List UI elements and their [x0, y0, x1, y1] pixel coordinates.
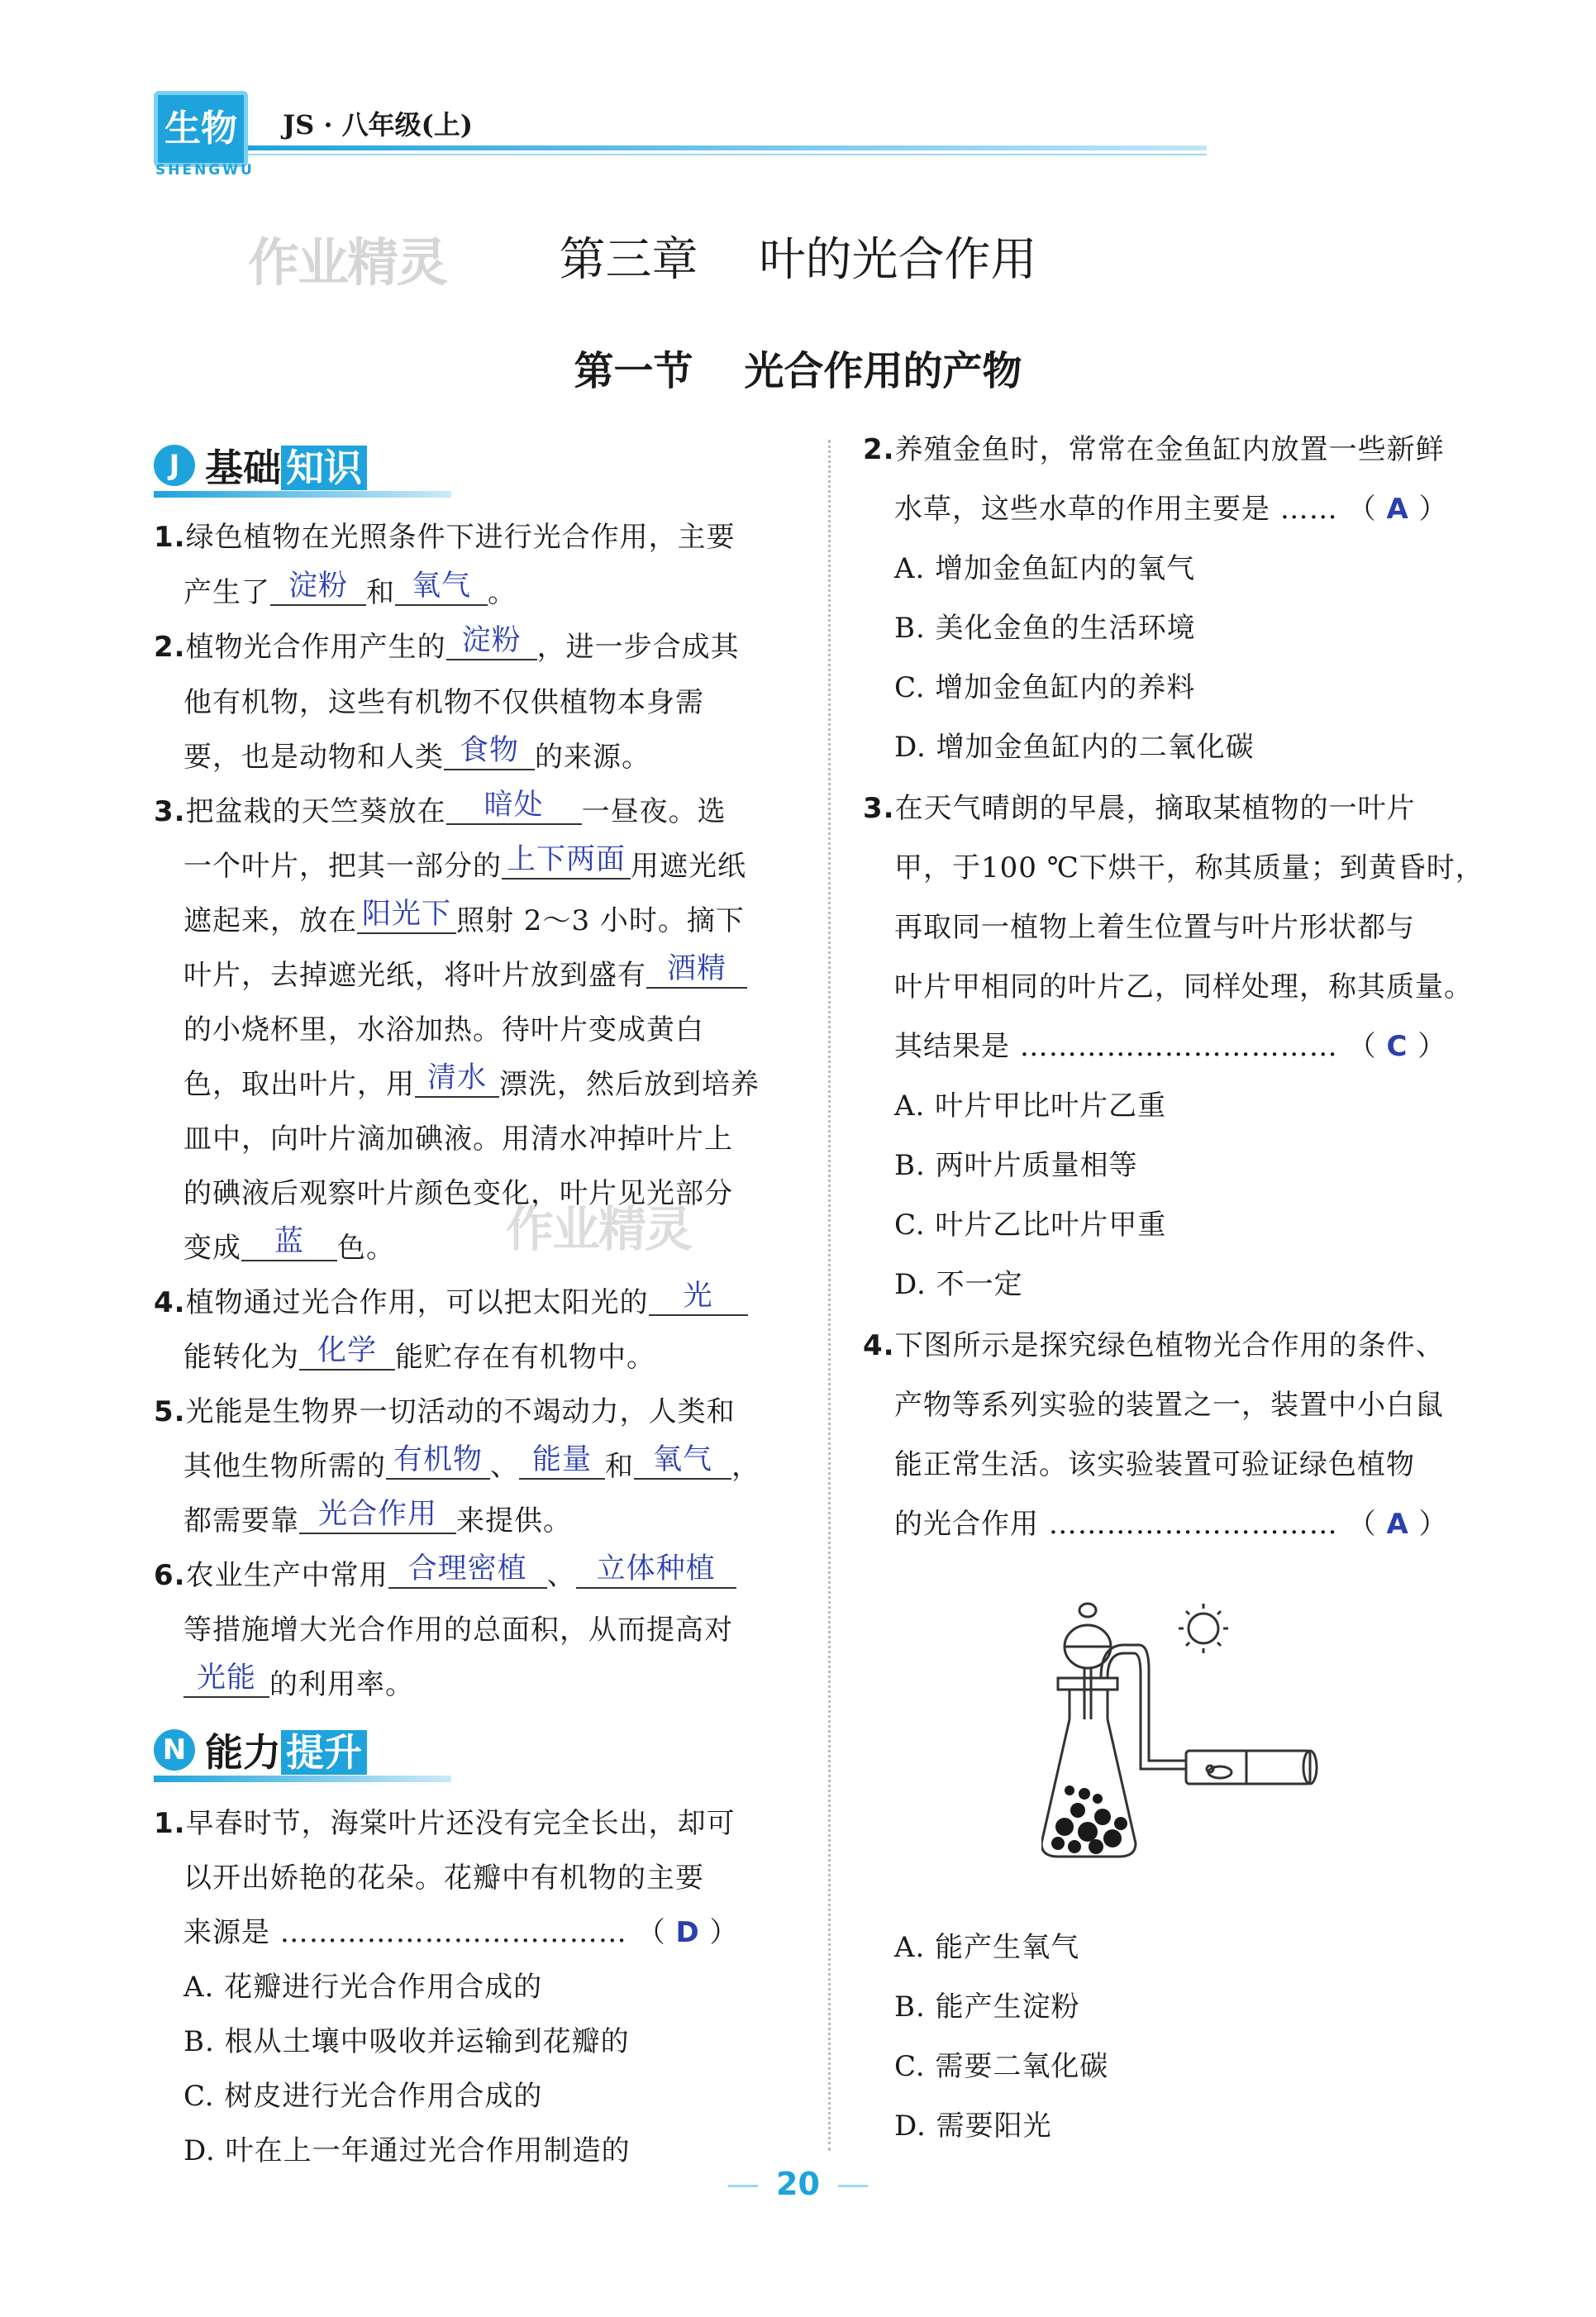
r-q2-line1: 2.养殖金鱼时，常常在金鱼缸内放置一些新鲜 — [863, 433, 1445, 466]
p1-q2-line2: 他有机物，这些有机物不仅供植物本身需 — [183, 686, 704, 719]
header-rule-thin — [248, 154, 1207, 155]
choice-answer: A — [1386, 493, 1409, 526]
p1-q3-line9: 变成 蓝 色。 — [183, 1225, 395, 1265]
r-q3-line2: 甲，于100 ℃下烘干，称其质量；到黄昏时， — [894, 851, 1484, 884]
choice-answer: A — [1386, 1508, 1409, 1541]
part2-icon: N — [154, 1729, 195, 1771]
p1-q3-line1: 3.把盆栽的天竺葵放在 暗处 一昼夜。选 — [154, 789, 727, 828]
answer-blank: 蓝 — [241, 1225, 337, 1261]
watermark-mid: 作业精灵 — [506, 1201, 692, 1257]
p1-q2-line3: 要，也是动物和人类 食物 的来源。 — [183, 734, 650, 774]
logo: 生物 — [154, 91, 248, 167]
section-number: 第一节 — [574, 348, 693, 394]
r-q4-option-c: C. 需要二氧化碳 — [894, 2050, 1109, 2083]
apparatus-illustration — [1041, 1595, 1355, 1868]
answer-blank: 清水 — [415, 1061, 499, 1098]
p1-q6-line2: 等措施增大光合作用的总面积，从而提高对 — [183, 1614, 733, 1647]
r-q4-option-d: D. 需要阳光 — [894, 2110, 1052, 2143]
answer-blank: 光合作用 — [299, 1498, 456, 1534]
r-q3-line3: 再取同一植物上着生位置与叶片形状都与 — [894, 911, 1415, 944]
answer-blank: 光能 — [183, 1661, 269, 1698]
header-rule — [248, 145, 1207, 150]
r-q4-line2: 产物等系列实验的装置之一，装置中小白鼠 — [894, 1389, 1444, 1422]
r-q2-line2: 水草，这些水草的作用主要是 …… （ A ） — [894, 493, 1448, 526]
answer-blank: 酒精 — [646, 952, 747, 989]
part1-label: 基础 — [205, 446, 281, 490]
grade-label: JS · 八年级(上) — [283, 109, 473, 141]
answer-blank: 光 — [649, 1280, 748, 1316]
p1-q1-line2: 产生了 淀粉 和 氧气 。 — [183, 570, 517, 609]
p1-q2-line1: 2.植物光合作用产生的 淀粉 ，进一步合成其 — [154, 624, 740, 664]
r-q4-line4: 的光合作用 ………………………… （ A ） — [894, 1508, 1448, 1541]
column-divider — [828, 440, 831, 2151]
p1-q5-line1: 5.光能是生物界一切活动的不竭动力，人类和 — [154, 1395, 736, 1428]
r-q2-option-c: C. 增加金鱼缸内的养料 — [894, 671, 1196, 704]
p1-q3-line2: 一个叶片，把其一部分的 上下两面 用遮光纸 — [183, 843, 746, 883]
p2-q1-option-d: D. 叶在上一年通过光合作用制造的 — [183, 2134, 631, 2167]
part2-underline — [154, 1776, 451, 1782]
choice-answer: C — [1386, 1030, 1408, 1063]
r-q4-line1: 4.下图所示是探究绿色植物光合作用的条件、 — [863, 1329, 1445, 1362]
p1-q4-line1: 4.植物通过光合作用，可以把太阳光的 光 — [154, 1286, 748, 1323]
r-q3-option-a: A. 叶片甲比叶片乙重 — [894, 1089, 1167, 1123]
answer-blank: 立体种植 — [576, 1552, 736, 1589]
r-q2-option-b: B. 美化金鱼的生活环境 — [894, 612, 1196, 645]
choice-answer: D — [675, 1916, 700, 1949]
page-number: 20 — [0, 2166, 1596, 2202]
answer-blank: 暗处 — [446, 789, 582, 825]
answer-blank: 阳光下 — [357, 898, 456, 934]
p2-q1-line2: 以开出娇艳的花朵。花瓣中有机物的主要 — [183, 1862, 704, 1895]
tube-with-mouse — [1186, 1751, 1317, 1784]
answer-blank: 有机物 — [386, 1443, 490, 1480]
r-q3-option-c: C. 叶片乙比叶片甲重 — [894, 1209, 1167, 1242]
r-q3-line4: 叶片甲相同的叶片乙，同样处理，称其质量。 — [894, 970, 1473, 1004]
plant-in-flask — [1051, 1785, 1127, 1854]
part2-label-highlight: 提升 — [281, 1730, 367, 1775]
p2-q1-option-b: B. 根从土壤中吸收并运输到花瓣的 — [183, 2025, 630, 2058]
p2-q1-line1: 1.早春时节，海棠叶片还没有完全长出，却可 — [154, 1807, 736, 1840]
section-name: 光合作用的产物 — [744, 348, 1022, 394]
r-q4-option-b: B. 能产生淀粉 — [894, 1990, 1080, 2024]
p1-q3-line7: 皿中，向叶片滴加碘液。用清水冲掉叶片上 — [183, 1123, 733, 1156]
r-q3-option-d: D. 不一定 — [894, 1268, 1023, 1301]
part1-underline — [154, 491, 451, 498]
chapter-name: 叶的光合作用 — [759, 233, 1037, 287]
p1-q3-line4: 叶片，去掉遮光纸，将叶片放到盛有 酒精 — [183, 959, 747, 995]
r-q2-option-d: D. 增加金鱼缸内的二氧化碳 — [894, 731, 1255, 764]
r-q4-line3: 能正常生活。该实验装置可验证绿色植物 — [894, 1448, 1415, 1481]
part1-icon: J — [154, 445, 195, 486]
p1-q3-line6: 色，取出叶片，用 清水 漂洗，然后放到培养 — [183, 1061, 760, 1101]
p1-q1-line1: 1.绿色植物在光照条件下进行光合作用，主要 — [154, 521, 736, 554]
p2-q1-line3: 来源是 ……………………………… （ D ） — [183, 1916, 739, 1949]
p2-q1-option-a: A. 花瓣进行光合作用合成的 — [183, 1971, 543, 2004]
answer-blank: 合理密植 — [388, 1552, 547, 1589]
section-title — [0, 339, 1596, 396]
p2-q1-option-c: C. 树皮进行光合作用合成的 — [183, 2080, 543, 2113]
r-q3-option-b: B. 两叶片质量相等 — [894, 1149, 1138, 1182]
sun-icon — [1179, 1604, 1228, 1653]
answer-blank: 淀粉 — [270, 570, 366, 606]
answer-blank: 氧气 — [395, 570, 488, 606]
watermark-top: 作业精灵 — [248, 232, 447, 293]
p1-q3-line8: 的碘液后观察叶片颜色变化，叶片见光部分 — [183, 1177, 733, 1210]
p1-q3-line3: 遮起来，放在 阳光下 照射 2～3 小时。摘下 — [183, 898, 745, 937]
p1-q5-line2: 其他生物所需的 有机物 、 能量 和 氧气 ， — [183, 1443, 760, 1483]
p1-q6-line1: 6.农业生产中常用 合理密植 、 立体种植 — [154, 1559, 736, 1595]
answer-blank: 食物 — [444, 734, 535, 770]
r-q4-option-a: A. 能产生氧气 — [894, 1931, 1080, 1964]
answer-blank: 化学 — [299, 1334, 395, 1371]
r-q3-line1: 3.在天气晴朗的早晨，摘取某植物的一叶片 — [863, 792, 1416, 825]
p1-q5-line3: 都需要靠 光合作用 来提供。 — [183, 1498, 572, 1538]
answer-blank: 上下两面 — [502, 843, 631, 880]
p1-q4-line2: 能转化为 化学 能贮存在有机物中。 — [183, 1334, 655, 1374]
p1-q6-line3: 光能 的利用率。 — [183, 1668, 414, 1704]
part1-label-highlight: 知识 — [281, 446, 367, 490]
answer-blank: 能量 — [519, 1443, 605, 1480]
answer-blank: 淀粉 — [446, 624, 537, 660]
r-q3-line5: 其结果是 …………………………… （ C ） — [894, 1030, 1447, 1063]
r-q2-option-a: A. 增加金鱼缸内的氧气 — [894, 552, 1196, 585]
chapter-title — [0, 223, 1596, 289]
part2-label: 能力 — [205, 1730, 281, 1775]
chapter-number: 第三章 — [559, 233, 698, 287]
logo-subtitle: SHENGWU — [155, 162, 255, 179]
answer-blank: 氧气 — [634, 1443, 731, 1480]
p1-q3-line5: 的小烧杯里，水浴加热。待叶片变成黄白 — [183, 1013, 704, 1046]
